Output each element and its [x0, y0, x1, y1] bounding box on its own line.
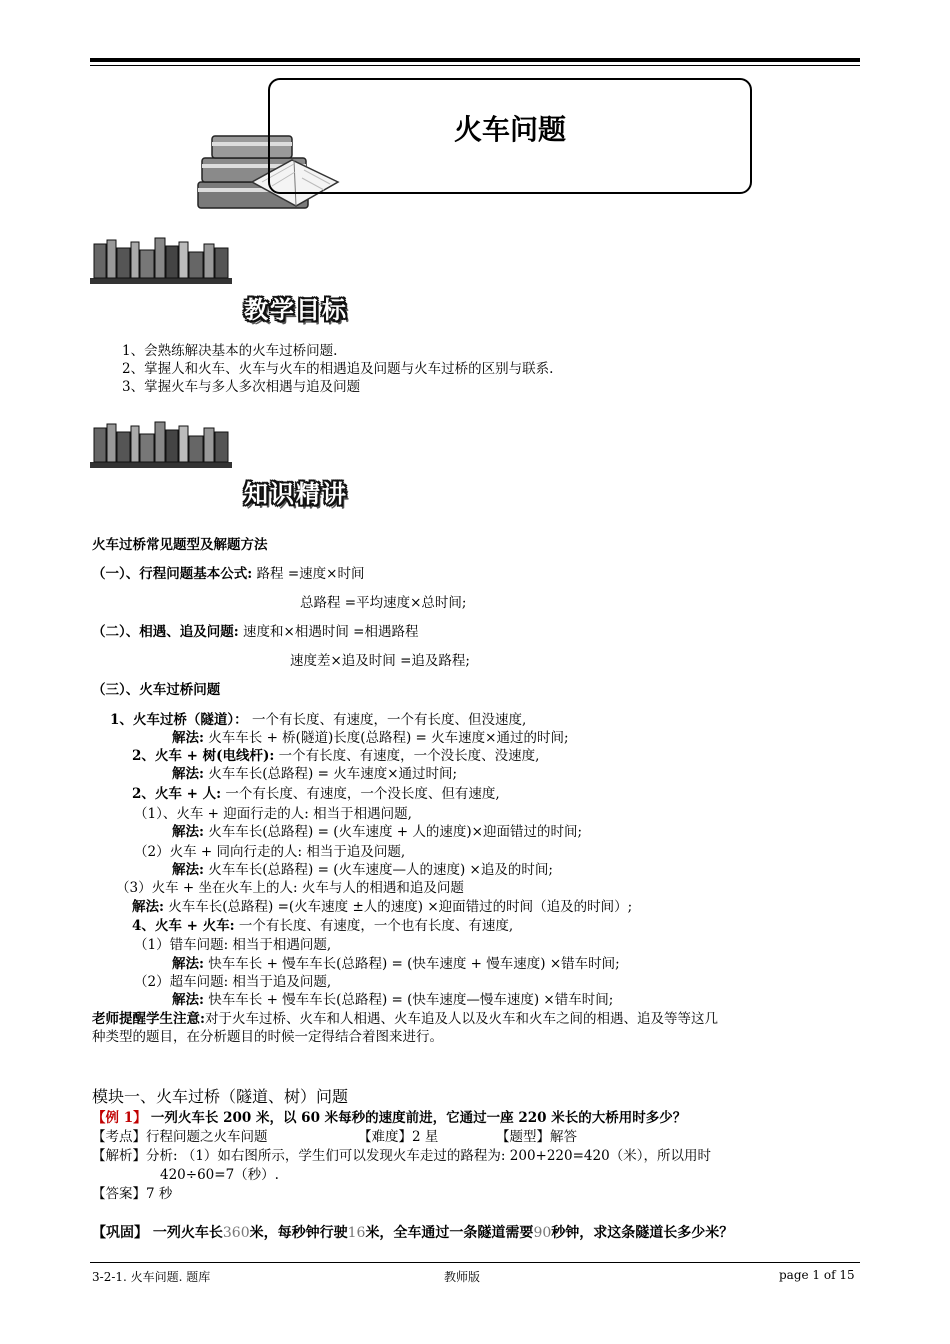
- formula-row: [92, 623, 418, 641]
- nandu-value: 2 星: [412, 1129, 439, 1145]
- solution-text: 火车车长(总路程) = 火车速度×通过时间;: [208, 766, 458, 782]
- sub-case: （2）超车问题: 相当于追及问题,: [134, 974, 332, 990]
- bookshelf-icon: [90, 236, 232, 286]
- case-label: 4、火车 + 火车:: [132, 918, 235, 934]
- gonggu-number: 90: [533, 1225, 552, 1241]
- gonggu-text: 秒钟，求这条隧道长多少米？: [551, 1225, 734, 1241]
- case-label: 2、火车 + 树(电线杆):: [132, 748, 275, 764]
- jiexi-label: 【解析】: [92, 1148, 146, 1164]
- solution-label: 解法:: [132, 899, 164, 915]
- header-rule-thin: [90, 65, 860, 66]
- case-text: 一个有长度、有速度，一个也有长度、有速度,: [238, 918, 514, 934]
- answer-row: [92, 1185, 172, 1203]
- solution-row: [132, 898, 632, 916]
- difficulty: [358, 1128, 438, 1146]
- solution-label: 解法:: [172, 862, 204, 878]
- case-text: 一个有长度、有速度，一个没长度、但有速度,: [225, 786, 500, 802]
- section-title-goals: 教学目标: [244, 296, 348, 324]
- question-type: [496, 1128, 577, 1146]
- solution-row: [172, 955, 620, 973]
- solution-text: 火车车长(总路程) = (火车速度 + 人的速度)×迎面错过的时间;: [208, 824, 582, 840]
- goal-item: 3、掌握火车与多人多次相遇与追及问题: [122, 379, 361, 395]
- solution-label: 解法:: [172, 730, 204, 746]
- daan-value: 7 秒: [146, 1186, 173, 1202]
- gonggu-number: 360: [222, 1225, 250, 1241]
- case-row: [110, 711, 526, 729]
- sub-case: （1）错车问题: 相当于相遇问题,: [134, 937, 332, 953]
- goal-item: 1、会熟练解决基本的火车过桥问题.: [122, 343, 338, 359]
- case-row: [132, 785, 500, 803]
- note-text: 对于火车过桥、火车和人相遇、火车追及人以及火车和火车之间的相遇、追及等等这几: [204, 1011, 718, 1027]
- header-rule-thick: [90, 58, 860, 62]
- subsection-label: （三）、火车过桥问题: [92, 682, 221, 698]
- solution-label: 解法:: [172, 992, 204, 1008]
- example-text: 一列火车长 200 米，以 60 米每秒的速度前进，它通过一座 220 米长的大桥用时多少？: [150, 1110, 687, 1126]
- case-label: 1、火车过桥（隧道）：: [110, 712, 248, 728]
- example-label: 【例 1】: [92, 1110, 147, 1126]
- case-row: [132, 747, 539, 765]
- analysis-row: [92, 1147, 711, 1165]
- tixing-label: 【题型】: [496, 1129, 550, 1145]
- gonggu-text: 一列火车长: [152, 1225, 223, 1241]
- case-row: [132, 917, 513, 935]
- jiexi-text: 分析: （1）如右图所示，学生们可以发现火车走过的路程为: 200+220=420（米），所以用时: [146, 1148, 711, 1164]
- note-text: 种类型的题目，在分析题目的时候一定得结合着图来进行。: [92, 1029, 443, 1045]
- case-text: 一个有长度、有速度，一个有长度、但没速度,: [251, 712, 527, 728]
- formula-text: 速度差×追及时间 =追及路程;: [290, 653, 470, 669]
- gonggu-label: 【巩固】: [92, 1225, 148, 1241]
- bookshelf-icon: [90, 420, 232, 470]
- case-label: 2、火车 + 人:: [132, 786, 222, 802]
- solution-row: [172, 991, 613, 1009]
- solution-text: 火车车长(总路程) =(火车速度 ±人的速度) ×迎面错过的时间（追及的时间）;: [168, 899, 633, 915]
- example-row: [92, 1109, 686, 1127]
- section-title-knowledge: 知识精讲: [244, 480, 348, 508]
- meta-row: [92, 1128, 268, 1146]
- solution-row: [172, 765, 457, 783]
- teacher-note: [92, 1010, 718, 1028]
- gonggu-text: 米，全车通过一条隧道需要: [365, 1225, 534, 1241]
- consolidation-row: [92, 1224, 733, 1242]
- solution-row: [172, 729, 569, 747]
- page-title: 火车问题: [453, 113, 566, 146]
- footer-rule: [90, 1262, 860, 1263]
- case-text: 一个有长度、有速度，一个没长度、没速度,: [278, 748, 540, 764]
- daan-label: 【答案】: [92, 1186, 146, 1202]
- goal-item: 2、掌握人和火车、火车与火车的相遇追及问题与火车过桥的区别与联系.: [122, 361, 554, 377]
- solution-label: 解法:: [172, 956, 204, 972]
- formula-text: 速度和×相遇时间 =相遇路程: [243, 624, 419, 640]
- sub-case: （3）火车 + 坐在火车上的人: 火车与人的相遇和追及问题: [116, 880, 464, 896]
- knowledge-heading: 火车过桥常见题型及解题方法: [92, 537, 268, 553]
- solution-row: [172, 823, 582, 841]
- solution-text: 火车车长(总路程) = (火车速度—人的速度) ×追及的时间;: [208, 862, 553, 878]
- footer-center: 教师版: [444, 1270, 481, 1284]
- formula-label: （一）、行程问题基本公式:: [92, 566, 253, 582]
- solution-text: 快车车长 + 慢车车长(总路程) = (快车速度 + 慢车速度) ×错车时间;: [208, 956, 620, 972]
- formula-text: 路程 =速度×时间: [256, 566, 365, 582]
- solution-label: 解法:: [172, 766, 204, 782]
- solution-label: 解法:: [172, 824, 204, 840]
- gonggu-text: 米，每秒钟行驶: [249, 1225, 348, 1241]
- formula-label: （二）、相遇、追及问题:: [92, 624, 239, 640]
- note-label: 老师提醒学生注意:: [92, 1011, 205, 1027]
- solution-row: [172, 861, 553, 879]
- footer-page-number: page 1 of 15: [779, 1268, 855, 1282]
- formula-row: [92, 565, 364, 583]
- sub-case: （2）火车 + 同向行走的人: 相当于追及问题,: [134, 844, 406, 860]
- formula-text: 总路程 =平均速度×总时间;: [300, 595, 467, 611]
- solution-text: 快车车长 + 慢车车长(总路程) = (快车速度—慢车速度) ×错车时间;: [208, 992, 614, 1008]
- jiexi-text: 420÷60=7（秒）.: [160, 1167, 279, 1183]
- tixing-value: 解答: [550, 1129, 577, 1145]
- sub-case: （1）、火车 + 迎面行走的人: 相当于相遇问题,: [134, 806, 412, 822]
- module-title: 模块一、火车过桥（隧道、树）问题: [92, 1087, 349, 1106]
- gonggu-number: 16: [347, 1225, 366, 1241]
- kaodian-value: 行程问题之火车问题: [146, 1129, 268, 1145]
- nandu-label: 【难度】: [358, 1129, 412, 1145]
- footer-left: 3-2-1. 火车问题. 题库: [92, 1270, 211, 1284]
- solution-text: 火车车长 + 桥(隧道)长度(总路程) = 火车速度×通过的时间;: [208, 730, 569, 746]
- kaodian-label: 【考点】: [92, 1129, 146, 1145]
